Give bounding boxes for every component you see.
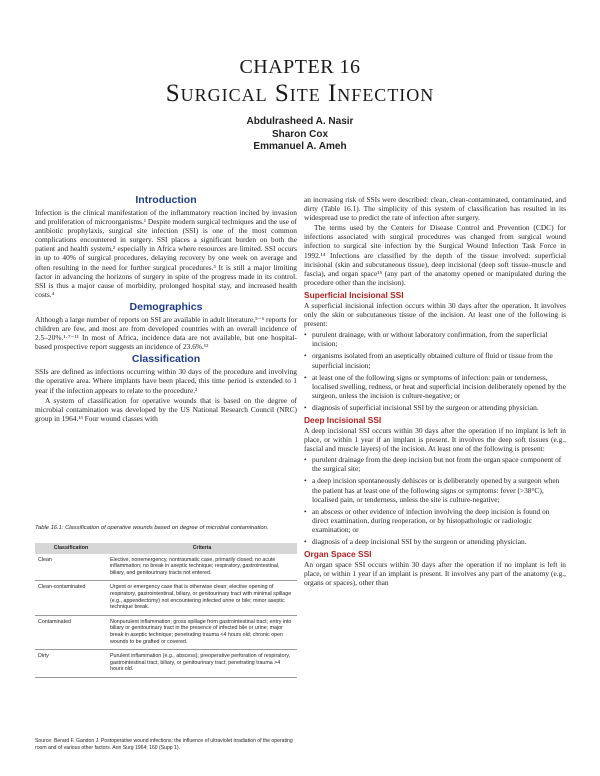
organ-space-ssi-paragraph: An organ space SSI occurs within 30 days after the operation if no implant is left in place, or within 1 year if an implant is present. It involves any part of the anatomy (e.g., organs or spaces), other than [304, 560, 566, 588]
introduction-heading: Introduction [135, 194, 197, 206]
table-caption: Table 16.1: Classification of operative wounds based on degree of microbial contamination. [35, 525, 269, 531]
right-column [304, 195, 566, 588]
author-name: Sharon Cox [271, 128, 329, 140]
left-column [35, 192, 297, 424]
table-row [35, 554, 297, 581]
demographics-heading: Demographics [129, 300, 203, 313]
list-item: • an abscess or other evidence of infection involving the deep incision is found on direct examination, during reoperation, or by histopathologic or radiologic examination; or [304, 507, 566, 534]
classification-cell: Clean-contaminated [35, 581, 107, 615]
deep-ssi-heading: Deep Incisional SSI [304, 414, 382, 425]
introduction-paragraph: Infection is the clinical manifestation of the inflammatory reaction incited by invasion and proliferation of microorganisms.¹ Despite modern surgical techniques and the use of antibiotic prophylaxis, surgical site infection (SSI) is one of the most common complications encountered in surgery. SSI places a significant burden on both the patient and health system,² especially in Africa where resources are limited. SSI occurs in up to 40% of surgical procedures, delaying recovery by one week on average and often resulting in the need for further surgical procedures.³ It is still a major limiting factor in advancing the horizons of surgery in spite of the progress made in its control. SSI is thus a major cause of morbidity, prolonged hospital stay, and increased health costs.⁴ [35, 208, 297, 299]
list-item: • diagnosis of a deep incisional SSI by the surgeon or attending physician. [304, 537, 566, 546]
deep-criteria-list [304, 455, 566, 546]
deep-ssi-paragraph: A deep incisional SSI occurs within 30 days after the operation if no implant is left in place, or within 1 year if an implant is present. It involves the deep soft tissues (e.g., fascial and muscle layers) of the incision. At least one of the following is present: [304, 425, 566, 454]
list-item: • purulent drainage, with or without laboratory confirmation, from the superficial incision; [304, 330, 566, 348]
chapter-number: CHAPTER 16 [239, 56, 361, 78]
list-item: • diagnosis of superficial incisional SSI by the surgeon or attending physician. [304, 403, 566, 412]
author-name: Abdulrasheed A. Nasir [246, 116, 354, 127]
list-item: • at least one of the following signs or symptoms of infection: pain or tenderness, localised swelling, redness, or heat and superficial incision deliberately opened by the surgeon, unless the incision is culture-negative; or [304, 373, 566, 400]
classification-cell: Contaminated [35, 615, 107, 649]
table-row [35, 650, 297, 678]
author-list [0, 116, 600, 154]
classification-heading: Classification [131, 353, 201, 366]
list-item: • organisms isolated from an aseptically obtained culture of fluid or tissue from the superficial incision; [304, 351, 566, 369]
body-paragraph: an increasing risk of SSIs were described: clean, clean-contaminated, contaminated, and dirty (Table 16.1). The simplicity of this system of classification has resulted in its widespread use to predict the rate of infection after surgery. [304, 195, 566, 223]
table-row [35, 581, 297, 615]
author-name: Emmanuel A. Ameh [253, 141, 347, 152]
table-header-row [35, 543, 297, 554]
column-header: Criteria [107, 543, 297, 554]
table-source-note: Source: Berard F, Gandon J. Postoperative wound infections: the influence of ultraviolet irradiation of the operating room and of various other factors. Ann Surg 1964; 160 (Supp 1). [35, 738, 293, 751]
chapter-title: Surgical Site Infection [165, 80, 435, 107]
superficial-criteria-list [304, 330, 566, 412]
classification-cell: Clean [35, 554, 107, 581]
classification-paragraph: SSIs are defined as infections occurring within 30 days of the procedure and involving the operative area. Where implants have been placed, this time period is extended to 1 year if the infection appears to relate to the procedure.² [35, 367, 297, 395]
classification-paragraph: A system of classification for operative wounds that is based on the degree of microbial contamination was developed by the US National Research Council (NRC) group in 1964.¹³ Four wound classes with [35, 395, 297, 423]
criteria-cell: Elective, nonemergency, nontraumatic case, primarily closed; no acute inflammation; no break in aseptic technique; respiratory, gastrointestinal, biliary, and genitourinary tracts not entered. [107, 554, 297, 581]
criteria-cell: Purulent inflammation (e.g., abscess); preoperative perforation of respiratory, gastrointestinal tract, biliary, or genitourinary tract; penetrating trauma >4 hours old. [107, 650, 297, 678]
column-header: Classification [35, 543, 107, 554]
wound-classification-table [35, 543, 297, 678]
demographics-paragraph: Although a large number of reports on SSI are available in adult literature,⁵⁻⁶ reports for children are few, and most are from developed countries with an overall incidence of 2.5–20%.¹·⁷⁻¹¹ In most of Africa, incidence data are not available, but one hospital-based prospective report suggests an incidence of 23.6%.¹² [35, 314, 297, 352]
body-paragraph: The terms used by the Centers for Disease Control and Prevention (CDC) for infections associated with surgical procedures was changed from surgical wound infection to surgical site infection by the Surgical Wound Infection Task Force in 1992.¹⁴ Infections are classified by the depth of the tissue involved: superficial incisional (skin and subcutaneous tissue), deep incisional (deep soft tissue–muscle and fascia), and organ space¹⁵ (any part of the anatomy opened or manipulated during the procedure other than the incision). [304, 223, 566, 287]
table-row [35, 615, 297, 649]
list-item: • a deep incision spontaneously dehisces or is deliberately opened by a surgeon when the patient has at least one of the following signs or symptoms: fever (>38°C), localised pain, or tenderness, unless the site is culture-negative; [304, 476, 566, 503]
organ-space-ssi-heading: Organ Space SSI [304, 549, 372, 560]
superficial-ssi-paragraph: A superficial incisional infection occurs within 30 days after the operation. It involves only the skin or subcutaneous tissue of the incision. At least one of the following is present: [304, 300, 566, 329]
classification-cell: Dirty [35, 650, 107, 678]
criteria-cell: Urgent or emergency case that is otherwise clean; elective opening of respiratory, gastrointestinal, biliary, or genitourinary tract with minimal spillage (e.g., appendectomy) not encountering infected urine or bile; minor aseptic technique break. [107, 581, 297, 615]
superficial-ssi-heading: Superficial Incisional SSI [304, 289, 404, 300]
criteria-cell: Nonpurulent inflammation; gross spillage from gastrointestinal tract; entry into biliary or genitourinary tract in the presence of infected bile or urine; major break in aseptic technique; penetrating trauma <4 hours old; chronic open wounds to be grafted or covered. [107, 615, 297, 649]
list-item: • purulent drainage from the deep incision but not from the organ space component of the surgical site; [304, 455, 566, 473]
